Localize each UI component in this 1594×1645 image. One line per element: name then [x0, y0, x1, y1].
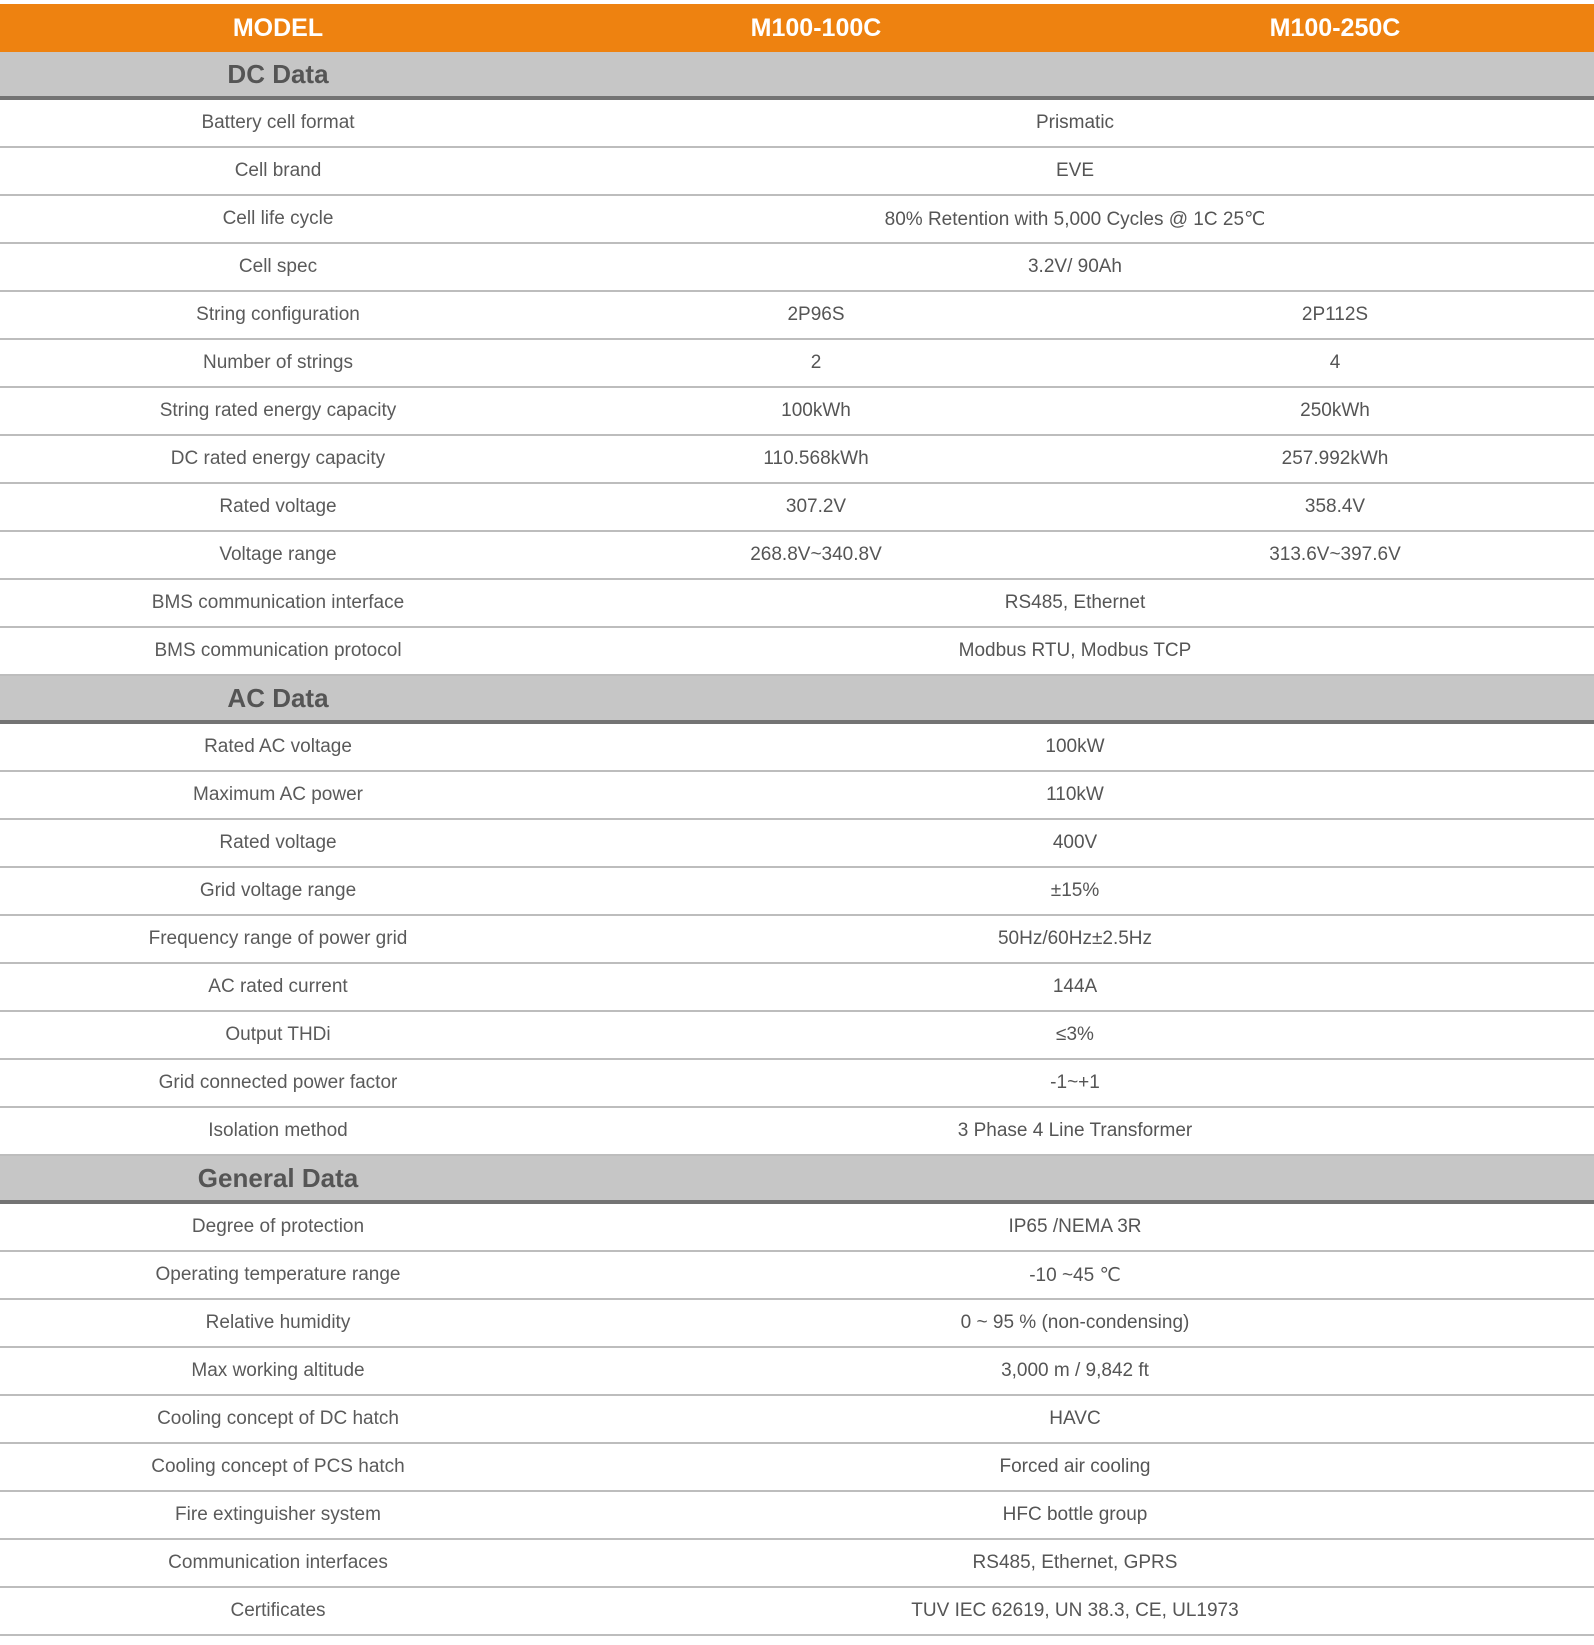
table-row — [0, 1108, 1594, 1156]
table-row — [0, 1012, 1594, 1060]
section-header — [0, 676, 1594, 724]
table-row — [0, 1396, 1594, 1444]
spec-value-model-1: 2 — [810, 352, 822, 373]
spec-label: Cell spec — [238, 256, 318, 277]
table-row — [0, 772, 1594, 820]
section-header — [0, 52, 1594, 100]
spec-value: 3,000 m / 9,842 ft — [1001, 1360, 1149, 1381]
section-title: DC Data — [227, 58, 329, 89]
spec-value: 3 Phase 4 Line Transformer — [957, 1120, 1193, 1141]
spec-label: BMS communication interface — [151, 592, 405, 613]
table-row — [0, 628, 1594, 676]
spec-value: Prismatic — [1035, 112, 1115, 133]
spec-value: 3.2V/ 90Ah — [1027, 256, 1123, 277]
spec-value: Modbus RTU, Modbus TCP — [958, 640, 1192, 661]
spec-label: Communication interfaces — [168, 1552, 388, 1573]
spec-label: Battery cell format — [201, 112, 355, 133]
spec-value: -1~+1 — [1050, 1072, 1100, 1093]
table-row — [0, 100, 1594, 148]
section-header — [0, 1156, 1594, 1204]
spec-value: HFC bottle group — [1002, 1504, 1148, 1525]
table-row — [0, 820, 1594, 868]
spec-label: Certificates — [230, 1600, 326, 1621]
table-row — [0, 1348, 1594, 1396]
spec-label: String configuration — [196, 304, 360, 325]
spec-label: Grid voltage range — [199, 880, 357, 901]
table-row — [0, 1444, 1594, 1492]
spec-label: Grid connected power factor — [158, 1072, 398, 1093]
spec-value: 50Hz/60Hz±2.5Hz — [997, 928, 1153, 949]
spec-value: 400V — [1052, 832, 1098, 853]
spec-label: Rated voltage — [219, 832, 337, 853]
spec-value-model-1: 268.8V~340.8V — [750, 544, 882, 565]
spec-label: Rated voltage — [219, 496, 337, 517]
spec-value: IP65 /NEMA 3R — [1008, 1216, 1142, 1237]
spec-label: Isolation method — [208, 1120, 348, 1141]
spec-value-model-1: 100kWh — [781, 400, 851, 421]
spec-value-model-1: 110.568kWh — [763, 448, 869, 469]
spec-label: Maximum AC power — [193, 784, 363, 805]
spec-value: TUV IEC 62619, UN 38.3, CE, UL1973 — [911, 1600, 1239, 1621]
spec-value-model-2: 2P112S — [1301, 304, 1369, 325]
spec-label: Cooling concept of DC hatch — [157, 1408, 399, 1429]
spec-value: 144A — [1052, 976, 1098, 997]
spec-value: EVE — [1055, 160, 1095, 181]
spec-value: RS485, Ethernet, GPRS — [972, 1552, 1178, 1573]
spec-label: Cell life cycle — [222, 208, 334, 229]
table-row — [0, 724, 1594, 772]
spec-label: Relative humidity — [205, 1312, 351, 1333]
spec-value: RS485, Ethernet — [1004, 592, 1146, 613]
spec-label: Cell brand — [234, 160, 322, 181]
table-row — [0, 1588, 1594, 1636]
table-row — [0, 1300, 1594, 1348]
table-row — [0, 1492, 1594, 1540]
spec-value-model-2: 358.4V — [1304, 496, 1366, 517]
spec-value: -10 ~45 ℃ — [1029, 1264, 1121, 1286]
spec-label: Output THDi — [225, 1024, 331, 1045]
spec-label: DC rated energy capacity — [170, 448, 386, 469]
table-row — [0, 1204, 1594, 1252]
spec-value-model-1: 307.2V — [785, 496, 847, 517]
table-row — [0, 532, 1594, 580]
spec-value: 0 ~ 95 % (non-condensing) — [960, 1312, 1190, 1333]
spec-value: ±15% — [1050, 880, 1100, 901]
table-row — [0, 388, 1594, 436]
spec-label: BMS communication protocol — [154, 640, 402, 661]
spec-table — [0, 4, 1594, 1636]
spec-sections — [0, 52, 1594, 1636]
spec-value-model-1: 2P96S — [787, 304, 845, 325]
spec-label: String rated energy capacity — [159, 400, 397, 421]
spec-value-model-2: 4 — [1329, 352, 1341, 373]
table-row — [0, 916, 1594, 964]
table-row — [0, 1540, 1594, 1588]
section-title: General Data — [197, 1162, 359, 1193]
spec-value: 80% Retention with 5,000 Cycles @ 1C 25℃ — [884, 208, 1266, 230]
spec-value: 110kW — [1046, 784, 1104, 805]
table-row — [0, 1060, 1594, 1108]
spec-label: Fire extinguisher system — [175, 1504, 381, 1525]
table-row — [0, 244, 1594, 292]
table-row — [0, 1252, 1594, 1300]
spec-value-model-2: 257.992kWh — [1281, 448, 1389, 469]
model-header: MODEL — [232, 13, 324, 42]
model-2-header: M100-250C — [1269, 13, 1401, 42]
spec-label: Degree of protection — [191, 1216, 365, 1237]
spec-value-model-2: 313.6V~397.6V — [1269, 544, 1401, 565]
table-row — [0, 148, 1594, 196]
table-row — [0, 484, 1594, 532]
table-row — [0, 292, 1594, 340]
spec-label: Number of strings — [203, 352, 353, 373]
spec-value: ≤3% — [1056, 1024, 1094, 1045]
spec-label: Operating temperature range — [155, 1264, 401, 1285]
spec-value: Forced air cooling — [999, 1456, 1151, 1477]
spec-label: Voltage range — [219, 544, 337, 565]
table-row — [0, 580, 1594, 628]
table-header-row — [0, 4, 1594, 52]
section-title: AC Data — [227, 682, 329, 713]
table-row — [0, 964, 1594, 1012]
spec-value: HAVC — [1049, 1408, 1101, 1429]
table-row — [0, 868, 1594, 916]
spec-label: Max working altitude — [191, 1360, 365, 1381]
spec-value-model-2: 250kWh — [1300, 400, 1370, 421]
model-1-header: M100-100C — [750, 13, 882, 42]
spec-label: AC rated current — [208, 976, 348, 997]
spec-label: Rated AC voltage — [204, 736, 352, 757]
spec-value: 100kW — [1045, 736, 1105, 757]
spec-label: Frequency range of power grid — [148, 928, 408, 949]
table-row — [0, 196, 1594, 244]
spec-label: Cooling concept of PCS hatch — [151, 1456, 405, 1477]
table-row — [0, 340, 1594, 388]
table-row — [0, 436, 1594, 484]
